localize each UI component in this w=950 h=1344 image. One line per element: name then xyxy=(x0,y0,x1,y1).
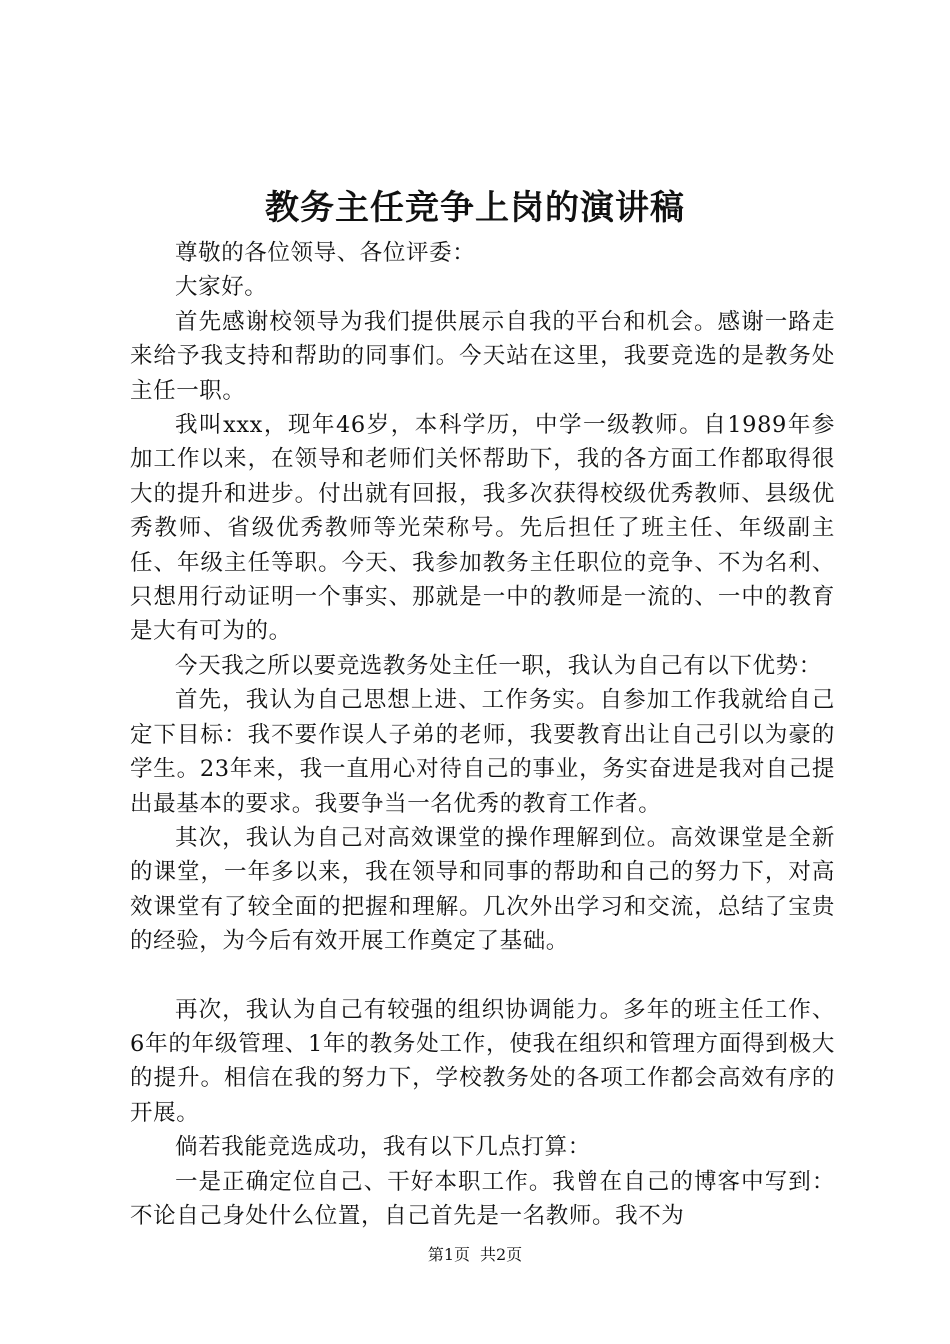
paragraph-advantage-third: 再次，我认为自己有较强的组织协调能力。多年的班主任工作、6年的年级管理、1年的教务处工作，使我在组织和管理方面得到极大的提升。相信在我的努力下，学校教务处的各项工作都会高效有序的开展。 xyxy=(130,996,835,1126)
paragraph-advantage-first: 首先，我认为自己思想上进、工作务实。自参加工作我就给自己定下目标：我不要作误人子弟的老师，我要教育出让自己引以为豪的学生。23年来，我一直用心对待自己的事业，务实奋进是我对自己提出最基本的要求。我要争当一名优秀的教育工作者。 xyxy=(130,687,835,817)
paragraph-advantages-intro: 今天我之所以要竞选教务处主任一职，我认为自己有以下优势： xyxy=(175,652,822,679)
page-number: 第1页 xyxy=(427,1245,470,1264)
paragraph-plan-first: 一是正确定位自己、干好本职工作。我曾在自己的博客中写到：不论自己身处什么位置，自己首先是一名教师。我不为 xyxy=(130,1168,835,1229)
document-title: 教务主任竞争上岗的演讲稿 xyxy=(265,188,685,228)
document-body xyxy=(130,236,835,1233)
salutation: 尊敬的各位领导、各位评委： xyxy=(175,240,476,266)
page-footer xyxy=(0,1244,950,1266)
paragraph-thanks: 首先感谢校领导为我们提供展示自我的平台和机会。感谢一路走来给予我支持和帮助的同事们。今天站在这里，我要竞选的是教务处主任一职。 xyxy=(130,308,835,404)
paragraph-introduction: 我叫xxx，现年46岁，本科学历，中学一级教师。自1989年参加工作以来，在领导和老师们关怀帮助下，我的各方面工作都取得很大的提升和进步。付出就有回报，我多次获得校级优秀教师、县级优秀教师、省级优秀教师等光荣称号。先后担任了班主任、年级副主任、年级主任等职。今天、我参加教务主任职位的竞争、不为名利、只想用行动证明一个事实、那就是一中的教师是一流的、一中的教育是大有可为的。 xyxy=(130,412,835,645)
page-total: 共2页 xyxy=(480,1245,523,1264)
greeting: 大家好。 xyxy=(175,274,268,301)
paragraph-advantage-second: 其次，我认为自己对高效课堂的操作理解到位。高效课堂是全新的课堂，一年多以来，我在领导和同事的帮助和自己的努力下，对高效课堂有了较全面的把握和理解。几次外出学习和交流，总结了宝贵的经验，为今后有效开展工作奠定了基础。 xyxy=(130,824,835,955)
paragraph-plans-intro: 倘若我能竞选成功，我有以下几点打算： xyxy=(175,1134,591,1161)
